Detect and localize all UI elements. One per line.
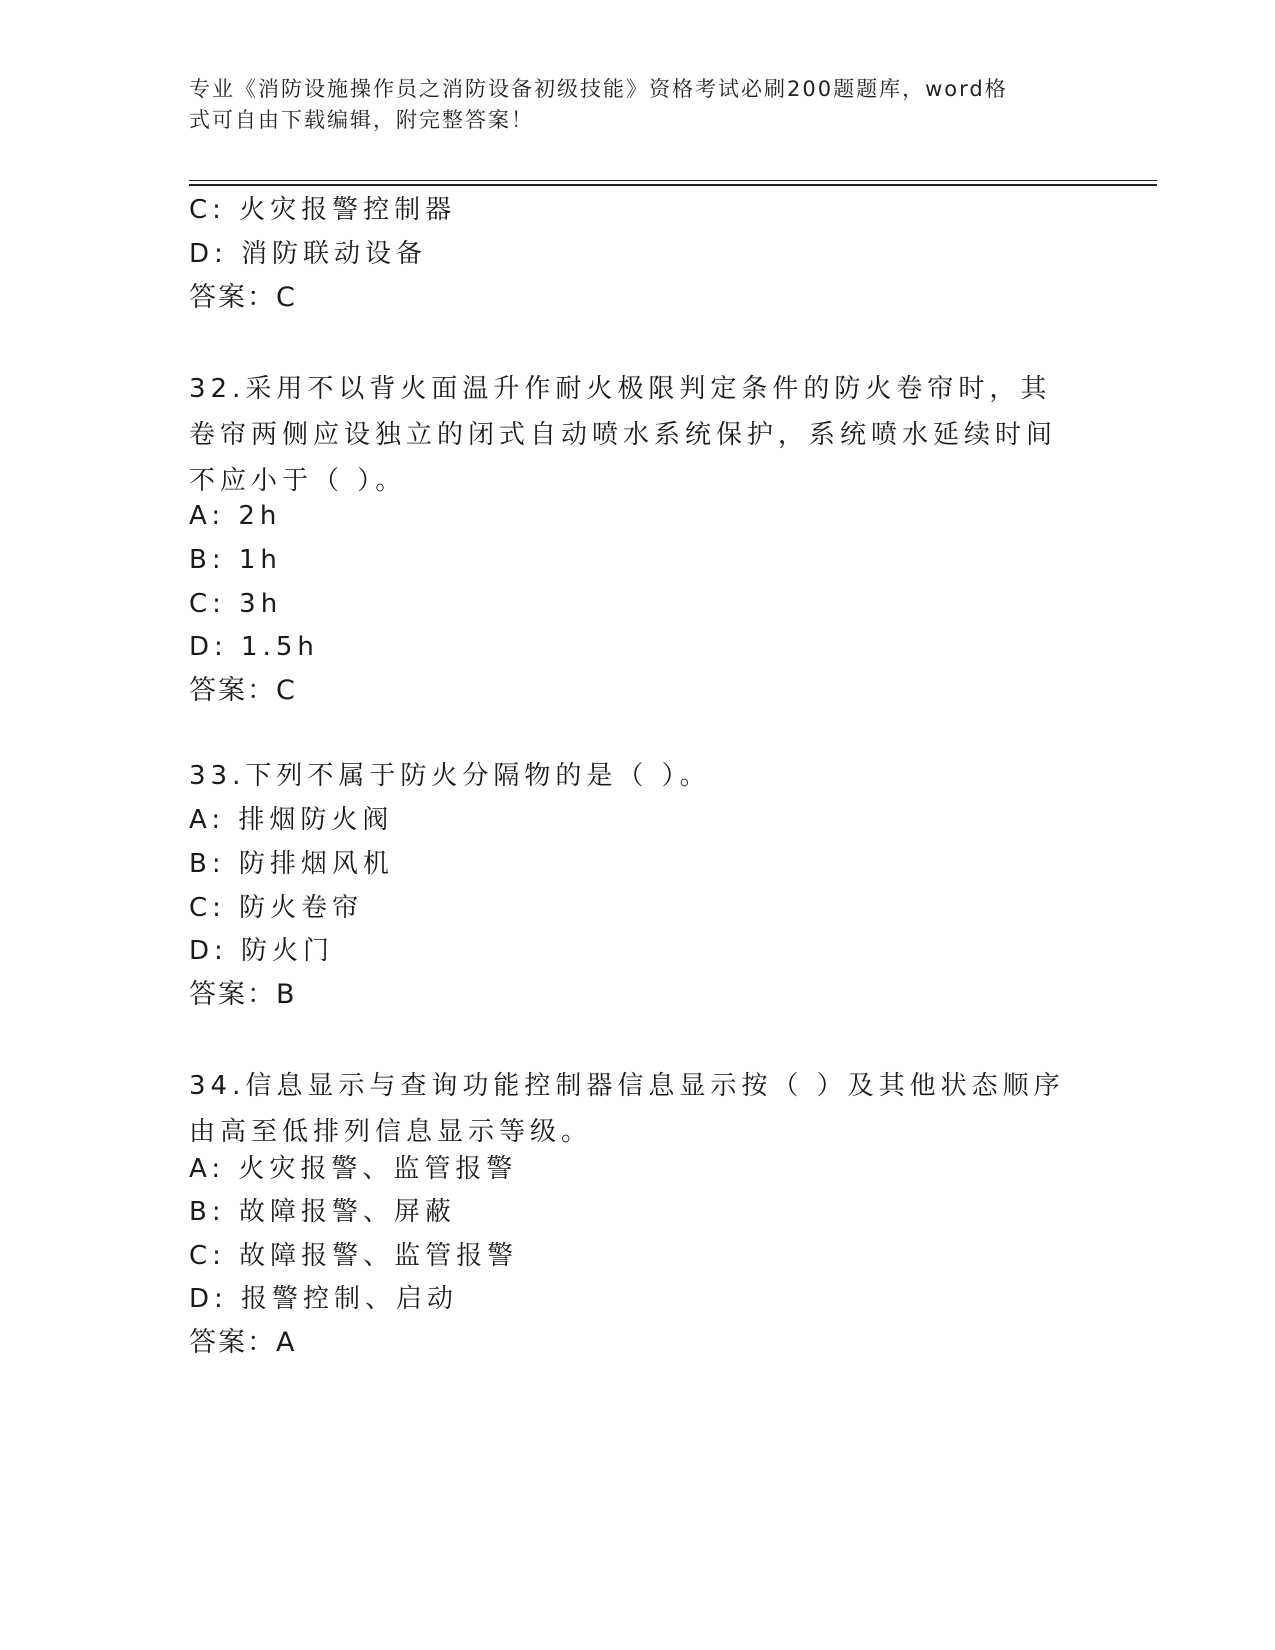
header-divider-top bbox=[189, 180, 1157, 181]
q34-option-b: B: 故障报警、屏蔽 bbox=[189, 1197, 456, 1227]
q33-answer: 答案：B bbox=[189, 979, 297, 1010]
q33-option-c: C: 防火卷帘 bbox=[189, 893, 364, 923]
q32-option-b: B: 1h bbox=[189, 545, 282, 575]
q34-answer: 答案：A bbox=[189, 1327, 297, 1358]
q34-stem: 34.信息显示与查询功能控制器信息显示按（ ）及其他状态顺序由高至低排列信息显示等级。 bbox=[189, 1071, 1065, 1147]
q33-option-a: A: 排烟防火阀 bbox=[189, 805, 394, 835]
q32-option-c: C: 3h bbox=[189, 589, 283, 619]
q34-option-d: D: 报警控制、启动 bbox=[189, 1284, 459, 1314]
q33-option-b: B: 防排烟风机 bbox=[189, 849, 394, 879]
q32-stem: 32.采用不以背火面温升作耐火极限判定条件的防火卷帘时，其卷帘两侧应设独立的闭式自动喷水系统保护，系统喷水延续时间不应小于（ ）。 bbox=[189, 374, 1058, 496]
header-line-1: 专业《消防设施操作员之消防设备初级技能》资格考试必刷200题题库，word格 bbox=[189, 77, 1008, 101]
q34-option-c: C: 故障报警、监管报警 bbox=[189, 1241, 519, 1271]
q33-option-d: D: 防火门 bbox=[189, 936, 335, 966]
page-header bbox=[189, 74, 1079, 136]
q31-option-c: C: 火灾报警控制器 bbox=[189, 195, 457, 225]
q32-option-a: A: 2h bbox=[189, 501, 282, 531]
q32-answer: 答案：C bbox=[189, 675, 297, 706]
q34-option-a: A: 火灾报警、监管报警 bbox=[189, 1154, 518, 1184]
header-divider-bottom bbox=[189, 184, 1157, 186]
q31-answer: 答案：C bbox=[189, 282, 297, 313]
q31-option-d: D: 消防联动设备 bbox=[189, 239, 428, 269]
header-line-2: 式可自由下载编辑，附完整答案！ bbox=[189, 108, 534, 132]
q32-option-d: D: 1.5h bbox=[189, 632, 319, 662]
q33-stem: 33.下列不属于防火分隔物的是（ ）。 bbox=[189, 761, 711, 791]
